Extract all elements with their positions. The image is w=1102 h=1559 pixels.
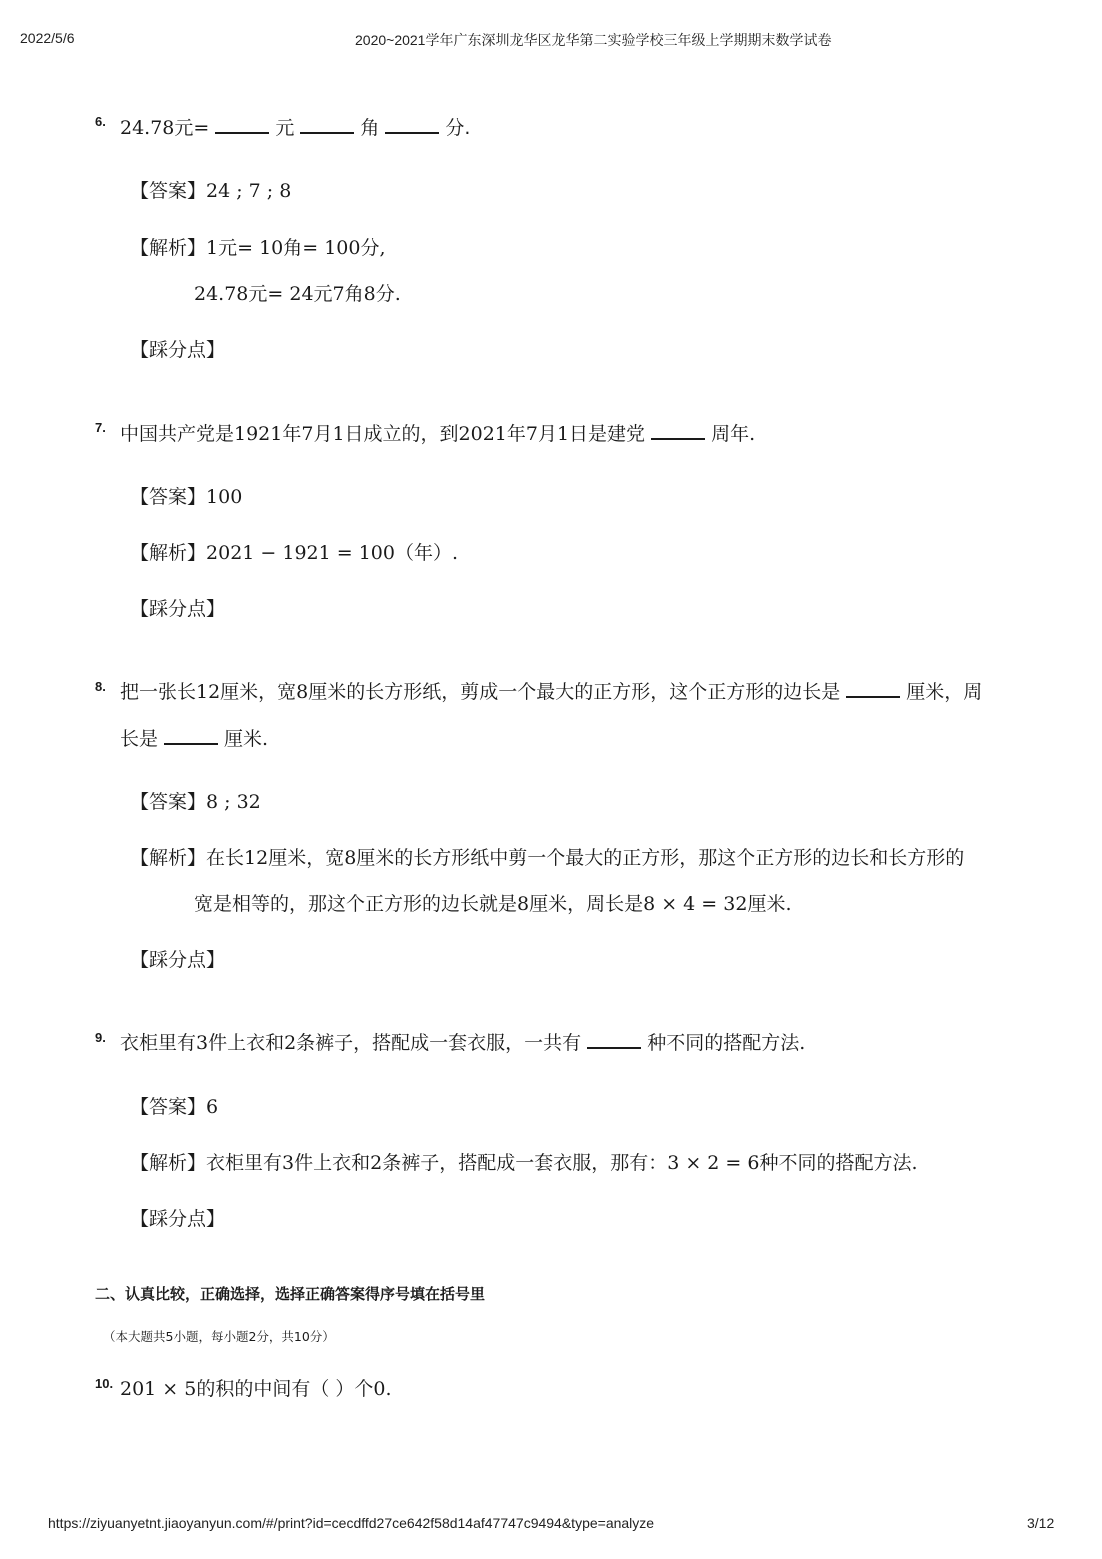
q8-part3: 长是 <box>120 728 159 750</box>
analysis-label: 【解析】 <box>130 1152 207 1174</box>
q6-part2: 元 <box>275 117 295 139</box>
question-number-10: 10. <box>95 1376 114 1391</box>
q8-analysis-line2: 宽是相等的，那这个正方形的边长就是8厘米，周长是8 × 4 = 32厘米. <box>194 893 792 915</box>
q6-points-label: 【踩分点】 <box>130 339 226 361</box>
q6-analysis <box>130 234 386 262</box>
analysis-label: 【解析】 <box>130 847 207 869</box>
q6-part3: 角 <box>360 117 380 139</box>
q6-answer <box>130 177 291 205</box>
answer-blank <box>846 678 900 698</box>
footer-url[interactable]: https://ziyuanyetnt.jiaoyanyun.com/#/print?id=cecdffd27ce642f58d14af47747c9494&type=analyze <box>48 1515 655 1531</box>
q6-analysis-line1: 1元= 10角= 100分, <box>206 237 386 259</box>
q6-analysis-line2: 24.78元= 24元7角8分. <box>194 283 401 305</box>
q7-analysis-line1: 2021 − 1921 = 100（年）. <box>206 542 459 564</box>
q6-answer-value: 24 ; 7 ; 8 <box>206 180 292 202</box>
answer-blank <box>300 114 354 134</box>
question-number-7: 7. <box>95 420 106 435</box>
answer-label: 【答案】 <box>130 486 207 508</box>
q8-analysis <box>130 844 964 872</box>
q7-analysis <box>130 539 458 567</box>
question-8-text-line1 <box>120 678 982 706</box>
q8-part4: 厘米. <box>224 728 269 750</box>
answer-label: 【答案】 <box>130 1096 207 1118</box>
question-number-8: 8. <box>95 679 106 694</box>
q7-answer <box>130 483 242 511</box>
question-9-text <box>120 1029 805 1057</box>
q9-part2: 种不同的搭配方法. <box>647 1032 806 1054</box>
q7-answer-value: 100 <box>206 486 243 508</box>
q8-analysis-line1: 在长12厘米，宽8厘米的长方形纸中剪一个最大的正方形，那这个正方形的边长和长方形的 <box>206 847 965 869</box>
section-title: 二、认真比较，正确选择，选择正确答案得序号填在括号里 <box>95 1285 486 1303</box>
q8-part2: 厘米，周 <box>906 681 983 703</box>
q9-points-label: 【踩分点】 <box>130 1208 226 1230</box>
question-10-text: 201 × 5的积的中间有（ ）个0. <box>120 1378 392 1400</box>
q7-part2: 周年. <box>711 423 756 445</box>
q6-part1: 24.78元= <box>120 117 210 139</box>
answer-blank <box>651 420 705 440</box>
question-8-text-line2 <box>120 725 268 753</box>
answer-blank <box>587 1029 641 1049</box>
answer-blank <box>215 114 269 134</box>
question-6-text <box>120 114 470 142</box>
analysis-label: 【解析】 <box>130 237 207 259</box>
section-note: （本大题共5小题，每小题2分，共10分） <box>103 1329 335 1344</box>
q9-answer-value: 6 <box>206 1096 219 1118</box>
analysis-label: 【解析】 <box>130 542 207 564</box>
question-number-9: 9. <box>95 1030 106 1045</box>
answer-blank <box>164 725 218 745</box>
question-7-text <box>120 420 755 448</box>
q8-answer-value: 8 ; 32 <box>206 791 261 813</box>
q9-analysis-line1: 衣柜里有3件上衣和2条裤子，搭配成一套衣服，那有：3 × 2 = 6种不同的搭配方法. <box>206 1152 918 1174</box>
footer-page-number: 3/12 <box>1027 1515 1055 1531</box>
q7-points-label: 【踩分点】 <box>130 598 226 620</box>
question-number-6: 6. <box>95 114 106 129</box>
answer-label: 【答案】 <box>130 180 207 202</box>
q8-points-label: 【踩分点】 <box>130 949 226 971</box>
q9-part1: 衣柜里有3件上衣和2条裤子，搭配成一套衣服，一共有 <box>120 1032 582 1054</box>
header-title: 2020~2021学年广东深圳龙华区龙华第二实验学校三年级上学期期末数学试卷 <box>355 32 832 48</box>
answer-blank <box>385 114 439 134</box>
q9-answer <box>130 1093 218 1121</box>
q8-answer <box>130 788 261 816</box>
header-date: 2022/5/6 <box>20 30 75 46</box>
answer-label: 【答案】 <box>130 791 207 813</box>
q7-part1: 中国共产党是1921年7月1日成立的，到2021年7月1日是建党 <box>120 423 646 445</box>
q9-analysis <box>130 1149 918 1177</box>
q8-part1: 把一张长12厘米，宽8厘米的长方形纸，剪成一个最大的正方形，这个正方形的边长是 <box>120 681 841 703</box>
q6-part4: 分. <box>445 117 471 139</box>
